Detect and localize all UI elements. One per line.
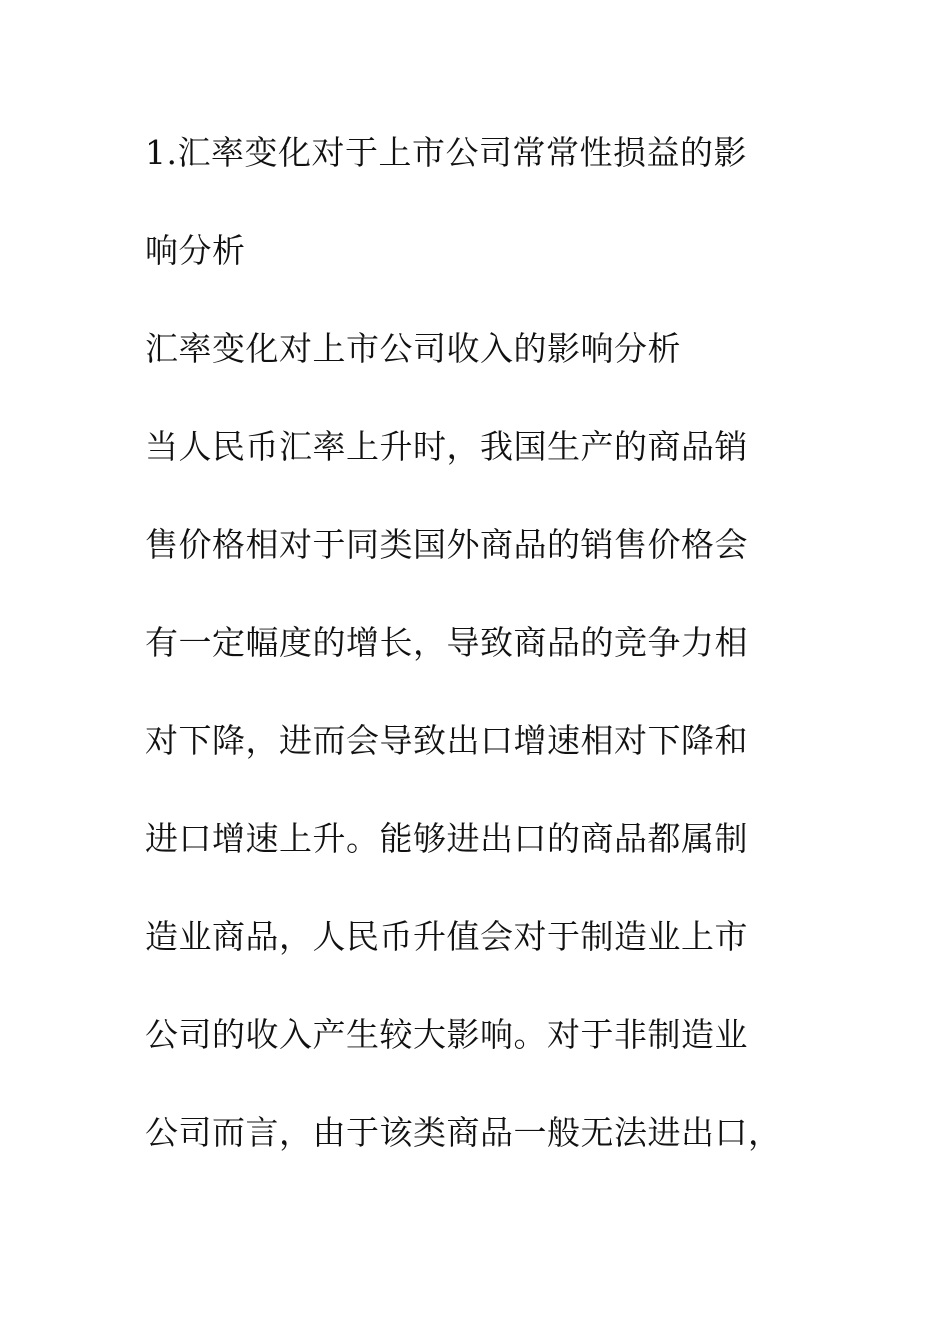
body-line-1: 当人民币汇率上升时，我国生产的商品销 xyxy=(145,427,748,466)
body-line-4: 对下降，进而会导致出口增速相对下降和 xyxy=(145,721,748,760)
body-line-6: 造业商品，人民币升值会对于制造业上市 xyxy=(145,917,748,956)
subheading: 汇率变化对上市公司收入的影响分析 xyxy=(145,329,681,368)
heading-line-2: 响分析 xyxy=(145,231,246,270)
body-line-5: 进口增速上升。能够进出口的商品都属制 xyxy=(145,819,748,858)
body-line-8: 公司而言，由于该类商品一般无法进出口， xyxy=(145,1113,782,1152)
document-content xyxy=(145,104,805,1182)
body-line-3: 有一定幅度的增长，导致商品的竞争力相 xyxy=(145,623,748,662)
body-line-2: 售价格相对于同类国外商品的销售价格会 xyxy=(145,525,748,564)
body-line-7: 公司的收入产生较大影响。对于非制造业 xyxy=(145,1015,748,1054)
heading-line-1: 1.汇率变化对于上市公司常常性损益的影 xyxy=(145,133,747,172)
